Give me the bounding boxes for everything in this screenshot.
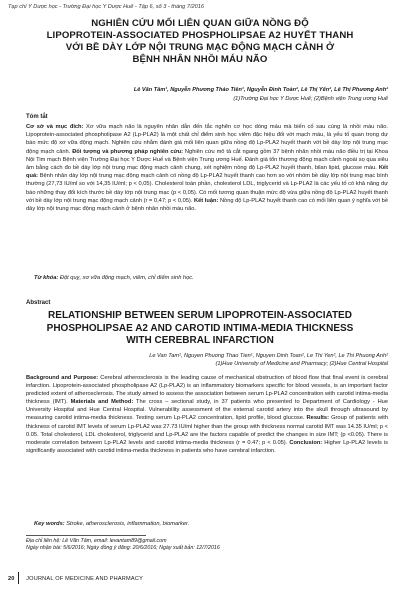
vn-results-text: Bệnh nhân dày lớp nội trung mạc động mạch cảnh có nồng độ Lp-PLA2 huyết thanh cao hơn so với nhóm bề dày lớp nội trung mạc bình thường (27,73 IU/ml so với 14,35 IU/ml; p < 0,05). Cholesterol toàn phần, cholesterol LDL, triglycerid và Lp-PLA2 là các yếu tố có khả năng dự báo những thay đổi kích thước bề dày lớp nội trung mạc (p < 0,05). Có mối tương quan thuận mức độ vừa giữa nồng độ Lp-PLA2 huyết thanh với bề dày lớp nội trung mạc động mạch cảnh (r = 0,47; p < 0,05). <box>26 173 388 204</box>
en-background-text: Cerebral atherosclerosis is the leading cause of mechanical obstruction of blood flow that final event is cerebral infarction. Lipoprotein-associated phospholipase A2 (Lp-PLA2) is an inflammatory biomarkers specific for blood vessels, is an important factor predicted extent of atherosclerosis. The study aimed to assess the association between serum Lp-PLA2 concentration with carotid intima-media thickness (IMT). <box>26 375 388 406</box>
en-abstract-label: Abstract <box>26 300 51 306</box>
running-head: Tạp chí Y Dược học - Trường Đại học Y Dược Huế - Tập 6, số 3 - tháng 7/2016 <box>8 4 204 10</box>
vn-objective-text: Xơ vữa mạch não là nguyên nhân dẫn đến tắc nghẽn cơ học dòng máu mà biến cố sau cùng là nhồi máu não. Lipoprotein-associated phospholipase A2 (Lp-PLA2) là một chất chỉ điểm sinh học viêm đặc hiệu đối với mạch máu, là yếu tố quan trọng dự báo mức độ xơ vữa động mạch. Nghiên cứu nhằm đánh giá mối liên quan giữa nồng độ Lp-PLA2 huyết thanh với bề dày lớp nội trung mạc động mạch cảnh. <box>26 124 388 155</box>
en-authors: Le Van Tam¹, Nguyen Phuong Thao Tien¹, Nguyen Dinh Toan², Le Thi Yen², Le Thi Phuong Anh² <box>149 353 388 359</box>
vn-keywords <box>34 274 388 282</box>
vn-objective-label: Cơ sở và mục đích: <box>26 124 84 130</box>
en-title-line: WITH CEREBRAL INFARCTION <box>126 335 274 346</box>
en-abstract-body <box>26 374 388 455</box>
page-number: 20 <box>8 576 15 582</box>
footnote-divider <box>26 535 146 536</box>
vn-keywords-label: Từ khóa: <box>34 275 59 281</box>
page-footer <box>8 576 143 582</box>
vn-title-line: LIPOPROTEIN-ASSOCIATED PHOSPHOLIPSAE A2 HUYẾT THANH <box>46 30 354 41</box>
en-conclusion-text: Higher Lp-PLA2 levels is significantly associated with carotid intima-media thickness in patients who have cerebral infarction. <box>26 439 388 454</box>
vn-authors: Lê Văn Tâm¹, Nguyễn Phương Thảo Tiên¹, Nguyễn Đình Toàn², Lê Thị Yến², Lê Thị Phương Anh² <box>133 87 388 93</box>
en-affiliation: (1)Hue University of Medicine and Pharmacy; (2)Hue Central Hospital <box>215 361 388 367</box>
en-keywords-text: Stroke, atherosclerosis, inflammation, biomarker. <box>64 521 190 527</box>
footnote-contact: Địa chỉ liên hệ: Lê Văn Tâm, email: levantam89@gmail.com <box>26 538 167 544</box>
vn-affiliation: (1)Trường Đại học Y Dược Huế; (2)Bệnh viện Trung ương Huế <box>233 96 388 102</box>
en-title-line: PHOSPHOLIPSAE A2 AND CAROTID INTIMA-MEDIA THICKNESS <box>46 322 354 334</box>
vietnamese-title <box>10 18 390 66</box>
en-conclusion-label: Conclusion: <box>289 439 323 446</box>
vn-summary-label: Tóm tắt <box>26 114 48 120</box>
english-title <box>10 310 390 348</box>
vn-results-label: Kết quả: <box>26 165 388 180</box>
en-results-label: Results: <box>306 415 329 422</box>
en-methods-label: Materials and Method: <box>70 399 134 406</box>
en-title-line: RELATIONSHIP BETWEEN SERUM LIPOPROTEIN-ASSOCIATED <box>48 310 352 321</box>
en-results-text: Group of patients with thickness of carotid IMT levels of serum Lp-PLA2 was 27.73 IU/ml higher than the group with thickness normal carotid IMT was 14.35 IU/ml; p < 0.05. Total cholesterol, LDL cholesterol, triglycerid and Lp-PLA2 are the factors capable of predict the changes in size IMT; (p <0.05). There is moderate correlation between Lp-PLA2 levels and carotid intima-media thickness (r = 0.47; p < 0.05). <box>26 415 388 446</box>
en-methods-text: The cross – sectional study, in 37 patients who presented to Department of Cardiology - Hue University Hospital and Hue Central Hospital. Vulnerability assessment of the external carotid artery into the skull through ultrasound by measuring carotid intima-media thickness. Testing serum Lp-PLA2 concentration, lipid profile, blood glucose. <box>26 399 389 422</box>
vn-methods-text: Nghiên cứu mô tả cắt ngang gồm 37 bệnh nhân nhồi máu não điều trị tại Khoa Nội Tim mạch Bệnh viện Trường Đại học Y Dược Huế và Bệnh viện Trung ương Huế. Đánh giá tổn thương động mạch cảnh ngoài sọ qua siêu âm bằng cách đo bề dày lớp nội trung mạc động mạch cảnh chung, xét nghiệm nồng độ Lp-PLA2 huyết thanh, bilan lipid, glucose máu. <box>26 148 389 172</box>
en-background-label: Background and Purpose: <box>26 375 99 381</box>
vn-title-line: NGHIÊN CỨU MỐI LIÊN QUAN GIỮA NỒNG ĐỘ <box>91 18 309 29</box>
footnote-dates: Ngày nhận bài: 5/6/2016; Ngày đồng ý đăng: 20/6/2016; Ngày xuất bản: 12/7/2016 <box>26 545 220 552</box>
vn-methods-label: Đối tượng và phương pháp nghiên cứu: <box>72 148 184 155</box>
vn-conclusion-text: Nồng độ Lp-PLA2 huyết thanh cao có mối liên quan ý nghĩa với bề dày lớp nội trung mạc động mạch cảnh ở bệnh nhân nhồi máu não. <box>26 197 388 213</box>
journal-name: JOURNAL OF MEDICINE AND PHARMACY <box>26 576 143 582</box>
vn-abstract-body <box>26 123 388 213</box>
footnote <box>26 538 388 552</box>
vn-title-line: VỚI BỀ DÀY LỚP NỘI TRUNG MẠC ĐỘNG MẠCH CẢNH Ở <box>65 42 335 53</box>
vn-title-line: BỆNH NHÂN NHỒI MÁU NÃO <box>132 54 268 65</box>
vn-conclusion-label: Kết luận: <box>194 197 219 204</box>
vn-keywords-text: Đột quỵ, xơ vữa động mạch, viêm, chỉ điểm sinh học. <box>58 275 194 281</box>
en-keywords <box>34 520 388 528</box>
en-keywords-label: Key words: <box>34 521 65 527</box>
